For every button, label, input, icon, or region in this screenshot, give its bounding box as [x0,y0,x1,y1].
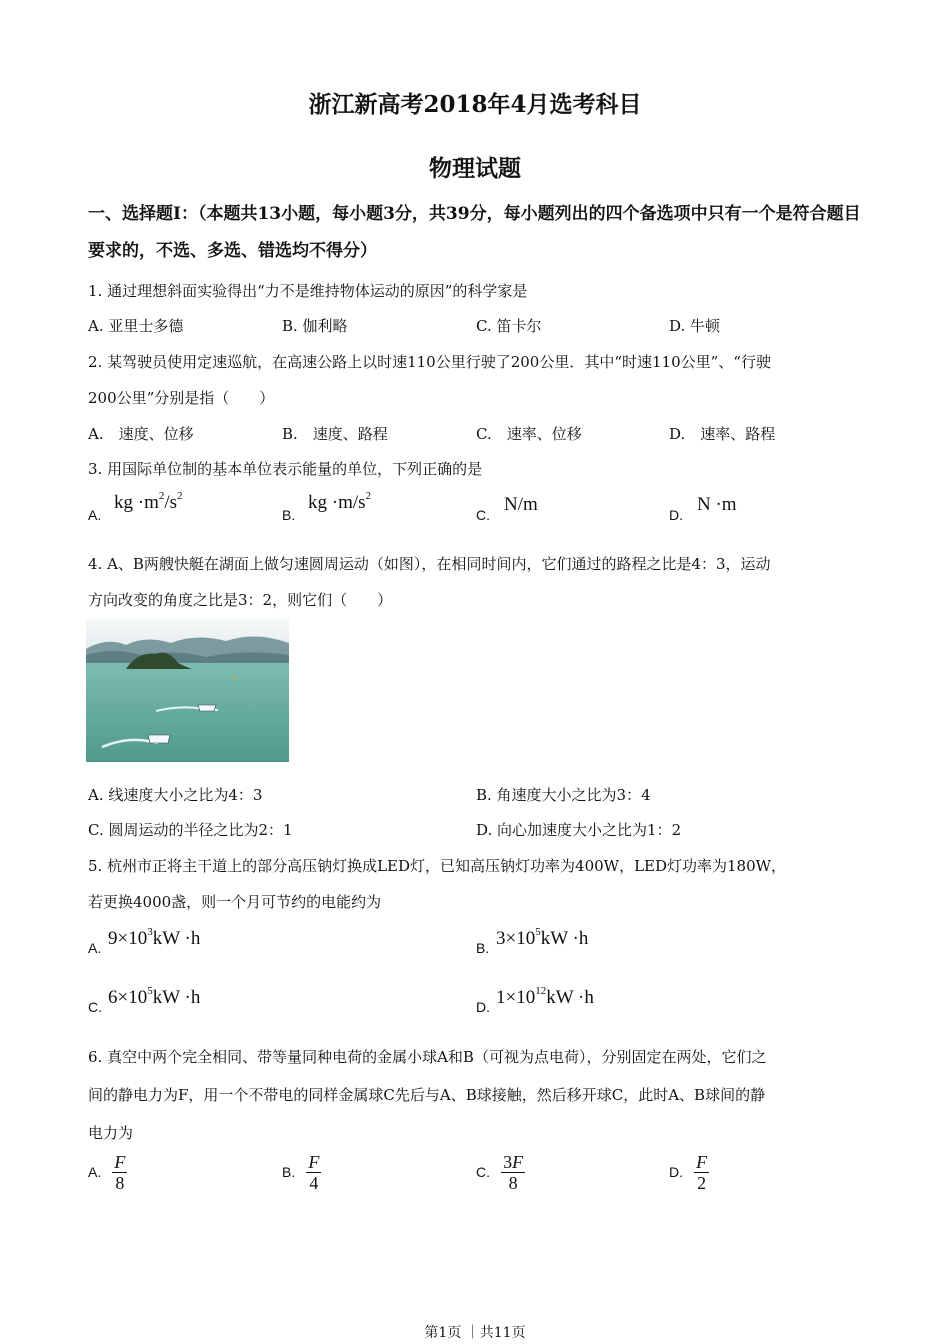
speedboat-lake-photo [86,619,289,762]
q6-stem-line3: 电力为 [88,1124,134,1142]
q4-option-b: B. 角速度大小之比为3：4 [476,786,651,804]
q3-option-a-math: kg $\cdot m^2/s^2$ [114,490,183,513]
q6-option-a-fraction: $\frac{F}{8}$ [114,1152,126,1193]
q5-label-d: D. [476,999,490,1015]
q2-option-b: B. 速度、路程 [282,425,388,443]
q3-label-a: A. [88,507,102,523]
q6-option-d [669,1152,709,1193]
section-heading: 一、选择题Ⅰ：（本题共13小题，每小题3分，共39分，每小题列出的四个备选项中只有一个是符合题目要求的，不选、多选、错选均不得分） [88,204,861,261]
q6-label-d: D. [669,1164,683,1180]
q6-option-c-fraction: $\frac{3F}{8}$ [503,1152,524,1193]
q5-option-c-math: $6\times 10^5kW \cdot h$ [108,985,201,1008]
q4-stem-line1: 4. A、B两艘快艇在湖面上做匀速圆周运动（如图），在相同时间内，它们通过的路程之比是4：3，运动 [88,555,771,573]
q1-option-c: C. 笛卡尔 [476,317,542,335]
q6-stem-line2: 间的静电力为F，用一个不带电的同样金属球C先后与A、B球接触，然后移开球C，此时A、B球间的静 [88,1086,766,1104]
q6-label-c: C. [476,1164,490,1180]
q6-option-a [88,1152,127,1193]
q3-label-d: D. [669,507,683,523]
q6-label-a: A. [88,1164,102,1180]
q5-stem-line1: 5. 杭州市正将主干道上的部分高压钠灯换成LED灯，已知高压钠灯功率为400W，LED灯功率为180W， [88,857,787,875]
q5-stem-line2: 若更换4000盏，则一个月可节约的电能约为 [88,893,382,911]
q4-option-c: C. 圆周运动的半径之比为2：1 [88,821,293,839]
title-line1: 浙江新高考2018年4月选考科目 [308,91,642,118]
q2-option-a: A. 速度、位移 [88,425,194,443]
q3-option-d-math: N ·m [697,494,737,515]
boat-a [148,735,170,743]
q6-option-d-fraction: $\frac{F}{2}$ [696,1152,708,1193]
boat-b [198,705,216,711]
q5-option-d-math: $1\times 10^{12}kW \cdot h$ [496,985,594,1008]
q5-label-c: C. [88,999,102,1015]
q3-label-b: B. [282,507,296,523]
q1-option-b: B. 伽利略 [282,317,348,335]
q2-stem-line2: 200公里”分别是指（ ） [88,389,275,407]
q3-stem: 3. 用国际单位制的基本单位表示能量的单位，下列正确的是 [88,460,483,478]
q3-option-b-math: kg $\cdot m/s^2$ [308,490,372,513]
q2-option-c: C. 速率、位移 [476,425,582,443]
q4-stem-line2: 方向改变的角度之比是3：2，则它们（ ） [88,591,393,609]
q4-option-a: A. 线速度大小之比为4：3 [88,786,263,804]
lake-surface [86,663,289,762]
q6-option-b-fraction: $\frac{F}{4}$ [308,1152,320,1193]
buoy [233,677,236,680]
q6-label-b: B. [282,1164,296,1180]
q1-stem: 1. 通过理想斜面实验得出“力不是维持物体运动的原因”的科学家是 [88,282,528,300]
q5-option-a-math: $9\times 10^3kW \cdot h$ [108,926,201,949]
page-footer: 第1页 ｜共11页 [424,1325,526,1341]
title-line2: 物理试题 [429,155,521,182]
q1-option-d: D. 牛顿 [669,317,721,335]
q6-option-b [282,1152,321,1193]
q3-option-c-math: N/m [504,494,538,515]
q4-option-d: D. 向心加速度大小之比为1：2 [476,821,682,839]
q5-label-b: B. [476,940,490,956]
q6-stem-line1: 6. 真空中两个完全相同、带等量同种电荷的金属小球A和B（可视为点电荷），分别固定在两处，它们之 [88,1048,767,1066]
q1-option-a: A. 亚里士多德 [88,317,184,335]
q2-option-d: D. 速率、路程 [669,425,776,443]
q5-label-a: A. [88,940,102,956]
q6-option-c [476,1152,525,1193]
q5-option-b-math: $3\times 10^5kW \cdot h$ [496,926,589,949]
q3-label-c: C. [476,507,490,523]
q2-stem-line1: 2. 某驾驶员使用定速巡航，在高速公路上以时速110公里行驶了200公里．其中“时速110公里”、“行驶 [88,353,771,371]
